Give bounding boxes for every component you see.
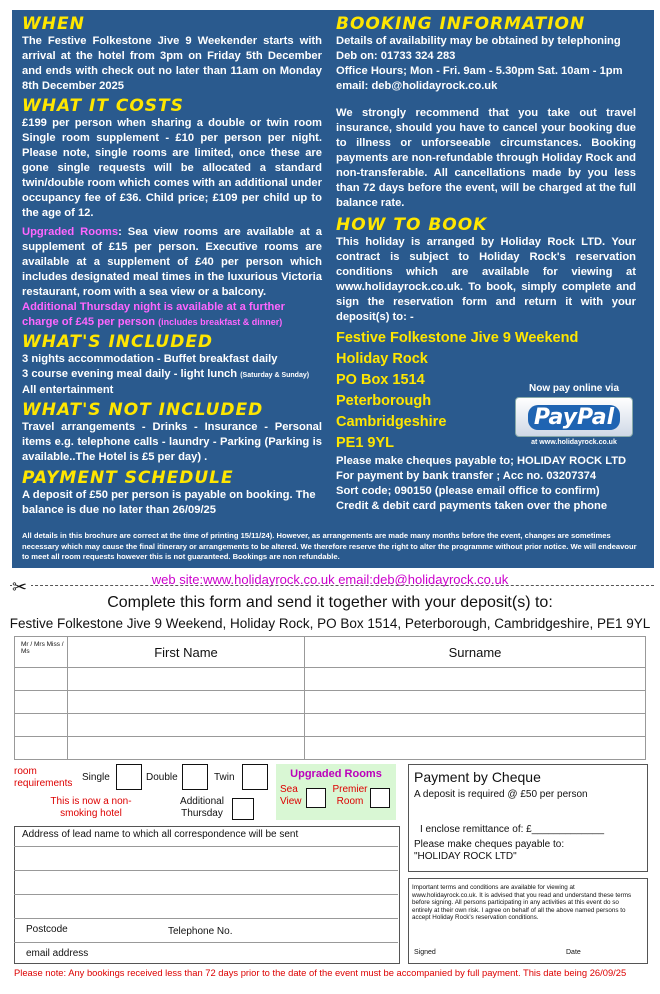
costs-text: £199 per person when sharing a double or twin room Single room supplement - £10 per person per night. Please note, single rooms are limited, once these are gone single requests will be allocated a standard twin/double room which comes with an additional under occupancy fee of £36. Child price; £109 per child up to the age of 12. bbox=[22, 117, 322, 219]
included-line2-small: (Saturday & Sunday) bbox=[240, 372, 310, 379]
included-line1: 3 nights accommodation - Buffet breakfast daily bbox=[22, 353, 278, 365]
costs-heading: WHAT IT COSTS bbox=[22, 96, 184, 116]
premier-room-checkbox[interactable] bbox=[370, 788, 390, 808]
address-line: PO Box 1514 bbox=[336, 372, 425, 388]
paypal-top: Now pay online via bbox=[528, 383, 620, 394]
address-line: Festive Folkestone Jive 9 Weekend bbox=[336, 330, 579, 346]
form-title: Complete this form and send it together with your deposit(s) to: bbox=[107, 594, 553, 611]
payment-heading: PAYMENT SCHEDULE bbox=[22, 468, 234, 488]
upgraded-text: : Sea view rooms are available at a supplement of £15 per person. Executive rooms are available at a supplement of £40 per person which includes designated meal times in the luxurious Victoria restaurant, room with a sea view or a balcony. bbox=[22, 226, 322, 298]
cheque-title: Payment by Cheque bbox=[414, 769, 541, 785]
included-line2-text: 3 course evening meal daily - light lunch bbox=[22, 368, 238, 380]
thursday-text: Additional Thursday night is available at a further charge of £45 per person bbox=[22, 301, 285, 328]
address-line: PE1 9YL bbox=[336, 435, 395, 451]
address-line: Cambridgeshire bbox=[336, 414, 447, 430]
cheque-deposit: A deposit is required @ £50 per person bbox=[414, 789, 588, 800]
included-line2 bbox=[22, 367, 322, 383]
upgraded-rooms-box bbox=[276, 764, 396, 820]
left-column bbox=[22, 14, 322, 518]
table-row[interactable] bbox=[15, 691, 646, 714]
paypal-url: at www.holidayrock.co.uk bbox=[531, 439, 617, 446]
nonsmoking-note: This is now a non-smoking hotel bbox=[50, 796, 132, 819]
col-surname: Surname bbox=[305, 637, 646, 668]
col-first: First Name bbox=[68, 637, 305, 668]
fine-print: All details in this brochure are correct at the time of printing 15/11/24). However, as arrangements are made many months before the event, changes are sometimes necessary which may cause the final itinerary or arrangements to be altered. We therefore reserve the right to alter the programme without prior notice. We will endeavour to meet all room requests however this is not guaranteed. Bookings are non refundable. bbox=[22, 531, 637, 561]
email-label: email address bbox=[26, 948, 89, 959]
when-text: The Festive Folkestone Jive 9 Weekender starts with arrival at the hotel from 3pm on Friday 5th December and ends with check out no later than 11am on Monday 8th December 2025 bbox=[22, 35, 322, 92]
lead-address-label: Address of lead name to which all correspondence will be sent bbox=[22, 829, 299, 840]
cheque-info: Please make cheques payable to; HOLIDAY ROCK LTD bbox=[336, 455, 627, 467]
address-line: Holiday Rock bbox=[336, 351, 428, 367]
address-line: Peterborough bbox=[336, 393, 432, 409]
address-line-rule bbox=[14, 942, 398, 943]
paypal-logo-box bbox=[515, 397, 633, 437]
single-checkbox[interactable] bbox=[116, 764, 142, 790]
address-line-rule bbox=[14, 918, 398, 919]
address-line-rule bbox=[14, 870, 398, 871]
address-line-rule bbox=[14, 894, 398, 895]
included-heading: WHAT'S INCLUDED bbox=[22, 332, 214, 352]
not-included-heading: WHAT'S NOT INCLUDED bbox=[22, 400, 264, 420]
sea-view-checkbox[interactable] bbox=[306, 788, 326, 808]
thursday-small: (includes breakfast & dinner) bbox=[158, 317, 283, 327]
double-label: Double bbox=[146, 772, 178, 783]
not-included-text: Travel arrangements - Drinks - Insurance - Personal items e.g. telephone calls - laundry - Parking (Parking is available..The Hotel is £5 per day) . bbox=[22, 421, 322, 463]
bank-info: For payment by bank transfer ; Acc no. 03207374 bbox=[336, 470, 597, 482]
terms-text: Important terms and conditions are available for viewing at www.holidayrock.co.uk. It is advised that you read and understand these terms before signing. All persons participating in any activities at this event do so entirely at their own risk. I agree on behalf of all the above named persons to accept Holiday Rock's reservation conditions. bbox=[412, 884, 632, 921]
booking-line4: email: deb@holidayrock.co.uk bbox=[336, 80, 498, 92]
date-label[interactable]: Date bbox=[566, 949, 581, 956]
booking-line1: Details of availability may be obtained by telephoning bbox=[336, 35, 621, 47]
room-req-label: room requirements bbox=[14, 766, 73, 789]
payment-text: A deposit of £50 per person is payable on booking. The balance is due no later than 26/09/25 bbox=[22, 489, 316, 516]
twin-label: Twin bbox=[214, 772, 235, 783]
address-line-rule bbox=[14, 846, 398, 847]
paypal-logo: PayPal bbox=[528, 405, 620, 430]
included-line3: All entertainment bbox=[22, 384, 114, 396]
sea-view-label: Sea View bbox=[280, 784, 302, 807]
when-heading: WHEN bbox=[22, 14, 85, 34]
upgraded-title: Upgraded Rooms bbox=[290, 768, 382, 780]
insurance-text: We strongly recommend that you take out travel insurance, should you have to cancel your booking due to illness or unforseeable circumstances. Booking payments are non-refundable through Holiday Rock and non-transferable. All cancellations made by you less than 72 days before the event, will be charged at the full balance rate. bbox=[336, 107, 636, 209]
form-address: Festive Folkestone Jive 9 Weekend, Holiday Rock, PO Box 1514, Peterborough, Cambridgeshire, PE1 9YL bbox=[9, 616, 651, 631]
booking-line3: Office Hours; Mon - Fri. 9am - 5.30pm Sat. 10am - 1pm bbox=[336, 65, 623, 77]
thursday-offer bbox=[22, 300, 322, 330]
paypal-badge[interactable] bbox=[515, 383, 633, 446]
thursday-checkbox[interactable] bbox=[232, 798, 254, 820]
web-email-line[interactable]: web site:www.holidayrock.co.uk email:deb@holidayrock.co.uk bbox=[151, 572, 509, 587]
table-row[interactable] bbox=[15, 668, 646, 691]
single-label: Single bbox=[82, 772, 110, 783]
booking-heading: BOOKING INFORMATION bbox=[336, 14, 586, 34]
upgraded-paragraph bbox=[22, 225, 322, 300]
upgraded-label: Upgraded Rooms bbox=[22, 226, 119, 238]
postcode-label: Postcode bbox=[26, 924, 68, 935]
booking-line2: Deb on: 01733 324 283 bbox=[336, 50, 456, 62]
premier-room-label: Premier Room bbox=[332, 784, 368, 807]
remittance-field[interactable]: I enclose remittance of: £_____________ bbox=[420, 824, 605, 835]
payable-label: Please make cheques payable to: bbox=[414, 839, 565, 850]
table-header-row bbox=[15, 637, 646, 668]
scissors-icon: ✂ bbox=[12, 580, 31, 594]
how-heading: HOW TO BOOK bbox=[336, 215, 488, 235]
table-row[interactable] bbox=[15, 737, 646, 760]
table-row[interactable] bbox=[15, 714, 646, 737]
twin-checkbox[interactable] bbox=[242, 764, 268, 790]
card-info: Credit & debit card payments taken over the phone bbox=[336, 500, 608, 512]
telephone-label: Telephone No. bbox=[168, 926, 233, 937]
cut-line bbox=[10, 585, 654, 586]
thursday-label: Additional Thursday bbox=[180, 796, 224, 819]
signed-label[interactable]: Signed bbox=[414, 949, 436, 956]
footer-note: Please note: Any bookings received less than 72 days prior to the date of the event must be accompanied by full payment. This date being 26/09/25 bbox=[14, 967, 627, 978]
payee-label: "HOLIDAY ROCK LTD" bbox=[414, 851, 517, 862]
double-checkbox[interactable] bbox=[182, 764, 208, 790]
names-table bbox=[14, 636, 646, 760]
sort-info: Sort code; 090150 (please email office to confirm) bbox=[336, 485, 600, 497]
col-mr: Mr / Mrs Miss / Ms bbox=[15, 637, 68, 668]
how-text: This holiday is arranged by Holiday Rock LTD. Your contract is subject to Holiday Rock's reservation conditions which are available for viewing at www.holidayrock.co.uk. To book, simply complete and sign the reservation form and return it with your deposit(s) to: - bbox=[336, 236, 636, 323]
